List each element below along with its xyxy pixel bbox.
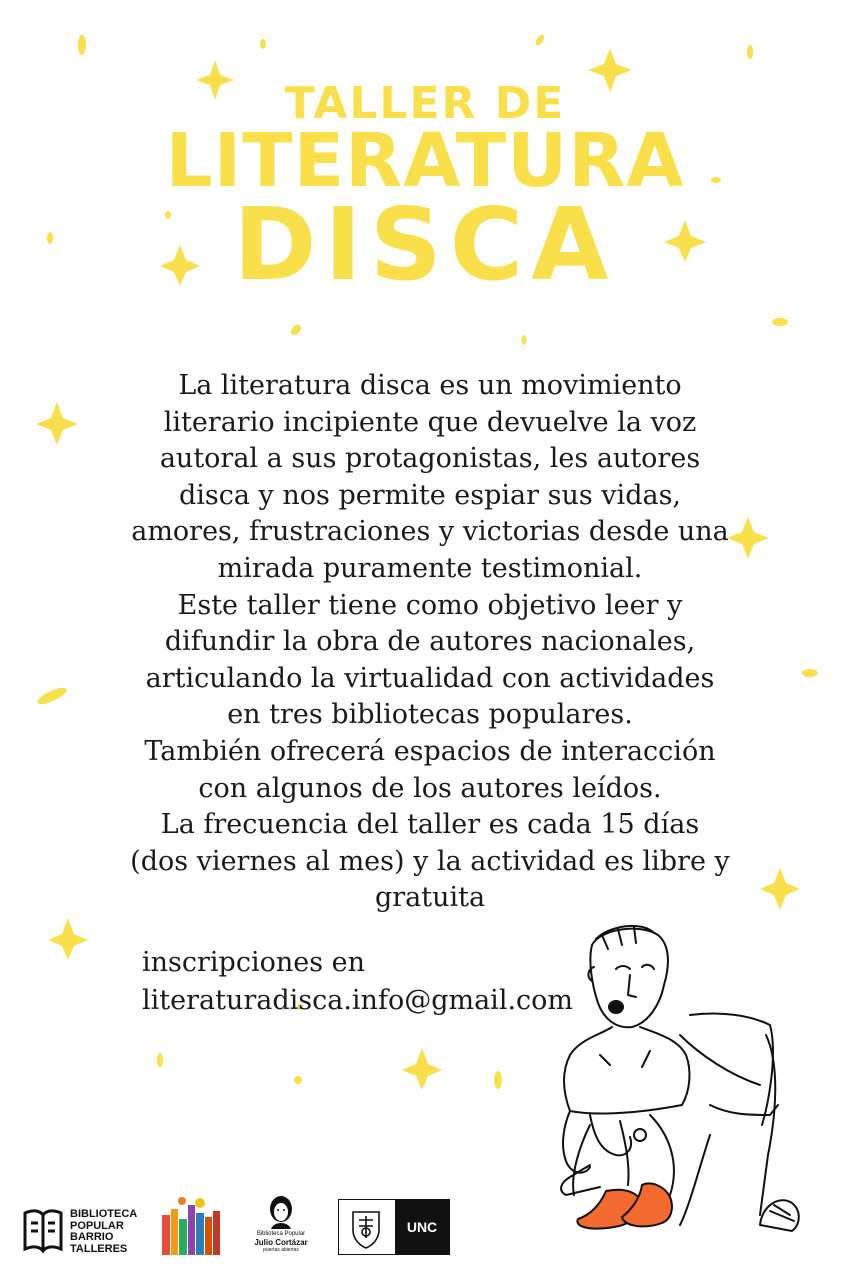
contact-label: inscripciones en bbox=[142, 947, 366, 978]
cortazar-line-1: Biblioteca Popular bbox=[256, 1231, 306, 1237]
seated-man-illustration bbox=[530, 915, 820, 1235]
paragraph-frequency: La frecuencia del taller es cada 15 días (dos viernes al mes) y la actividad es libre y gratuita bbox=[130, 809, 730, 914]
unc-shield-icon bbox=[341, 1202, 391, 1252]
book-icon bbox=[22, 1205, 64, 1255]
logo-text-3: BARRIO bbox=[70, 1231, 114, 1243]
logo-biblioteca-barrio-talleres bbox=[22, 1203, 142, 1255]
sponsor-logos bbox=[0, 1195, 850, 1265]
contact-email[interactable]: literaturadisca.info@gmail.com bbox=[142, 985, 574, 1016]
logo-colorful-books bbox=[160, 1195, 222, 1257]
title-line-3: DISCA bbox=[233, 186, 617, 303]
logo-biblioteca-julio-cortazar bbox=[246, 1195, 316, 1257]
paragraph-objective: Este taller tiene como objetivo leer y difundir la obra de autores nacionales, articulando la virtualidad con actividades en tres bibliotecas populares. bbox=[145, 589, 715, 731]
cortazar-line-2: Julio Cortázar bbox=[254, 1238, 308, 1247]
unc-label: UNC bbox=[395, 1200, 449, 1254]
logo-unc bbox=[338, 1199, 450, 1255]
cortazar-portrait-icon bbox=[266, 1195, 296, 1231]
cortazar-line-3: puertas abiertas bbox=[263, 1247, 299, 1253]
logo-text-4: TALLERES bbox=[70, 1242, 128, 1255]
title-line-1: TALLER DE bbox=[284, 78, 566, 129]
description-text bbox=[130, 368, 730, 917]
logo-text-2: POPULAR bbox=[70, 1219, 124, 1232]
logo-text-1: BIBLIOTECA bbox=[70, 1208, 138, 1220]
title-line-2: LITERATURA bbox=[165, 118, 685, 204]
paragraph-intro: La literatura disca es un movimiento literario incipiente que devuelve la voz autoral a sus protagonistas, les autores disca y nos permite espiar sus vidas, amores, frustraciones y victorias desde una mirada puramente testimonial. bbox=[131, 370, 729, 584]
contact-block bbox=[142, 944, 573, 1020]
paragraph-interaction: También ofrecerá espacios de interacción con algunos de los autores leídos. bbox=[144, 735, 716, 804]
